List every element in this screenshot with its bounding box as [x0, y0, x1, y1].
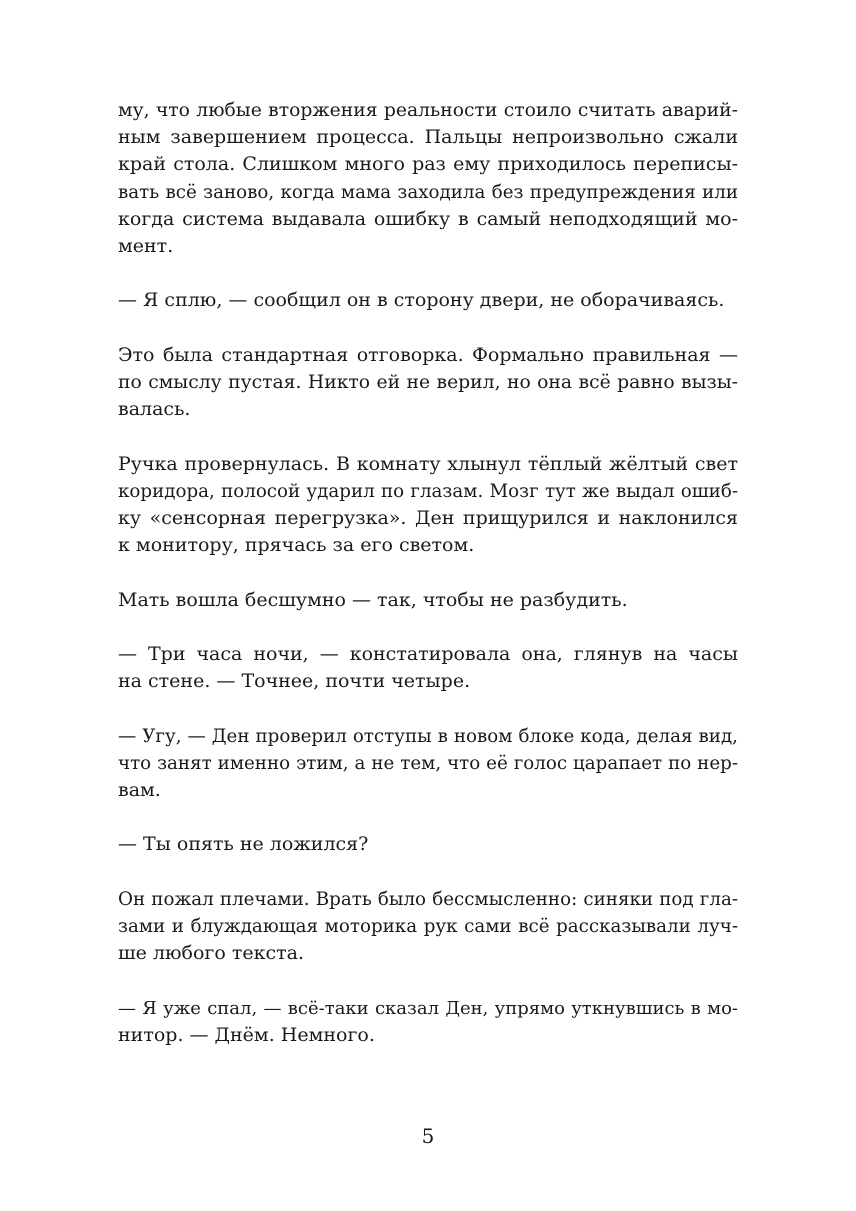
paragraph-5	[118, 587, 738, 614]
text-line: му, что любые вторжения реальности стоило считать аварий-	[118, 100, 738, 121]
text-line: — Ты опять не ложился?	[118, 833, 369, 856]
text-line: Это была стандартная отговорка. Формально правильная —	[118, 343, 738, 366]
text-line: на стене. — Точнее, почти четыре.	[118, 670, 471, 693]
paragraph-8	[118, 831, 738, 858]
page-number: 5	[421, 1124, 435, 1148]
paragraph-2	[118, 287, 738, 314]
text-line: — Я уже спал, — всё-таки сказал Ден, упрямо уткнувшись в мо-	[118, 997, 738, 1019]
text-line: к монитору, прячась за его светом.	[118, 534, 475, 557]
text-line: по смыслу пустая. Никто ей не верил, но она всё равно вызы-	[118, 372, 738, 393]
text-line: ным завершением процесса. Пальцы непроизвольно сжали	[118, 126, 738, 149]
text-line: валась.	[118, 398, 191, 421]
text-line: когда система выдавала ошибку в самый неподходящий мо-	[118, 207, 738, 230]
text-line: вам.	[118, 778, 161, 801]
text-line: — Угу, — Ден проверил отступы в новом блоке кода, делая вид,	[118, 725, 738, 747]
text-line: ше любого текста.	[118, 942, 305, 965]
paragraph-3	[118, 342, 738, 424]
paragraph-6	[118, 641, 738, 695]
text-line: мент.	[118, 235, 174, 258]
body-text	[118, 97, 738, 1076]
text-line: Он пожал плечами. Врать было бессмысленно: синяки под гла-	[118, 888, 738, 910]
text-line: нитор. — Днём. Немного.	[118, 1023, 375, 1046]
text-line: Ручка провернулась. В комнату хлынул тёплый жёлтый свет	[118, 452, 738, 475]
paragraph-4	[118, 451, 738, 560]
text-line: край стола. Слишком много раз ему приходилось переписы-	[118, 153, 738, 176]
text-line: коридора, полосой ударил по глазам. Мозг тут же выдал ошиб-	[118, 480, 738, 502]
text-line: — Я сплю, — сообщил он в сторону двери, не оборачиваясь.	[118, 289, 725, 312]
paragraph-10	[118, 995, 738, 1049]
paragraph-7	[118, 723, 738, 805]
text-line: вать всё заново, когда мама заходила без предупреждения или	[118, 181, 738, 203]
text-line: что занят именно этим, а не тем, что её голос царапает по нер-	[118, 752, 738, 774]
paragraph-9	[118, 886, 738, 968]
text-line: ку «сенсорная перегрузка». Ден прищурился и наклонился	[118, 507, 738, 529]
text-line: Мать вошла бесшумно — так, чтобы не разбудить.	[118, 588, 628, 611]
paragraph-1	[118, 97, 738, 260]
text-line: зами и блуждающая моторика рук сами всё рассказывали луч-	[118, 915, 738, 937]
text-line: — Три часа ночи, — констатировала она, глянув на часы	[118, 642, 738, 665]
